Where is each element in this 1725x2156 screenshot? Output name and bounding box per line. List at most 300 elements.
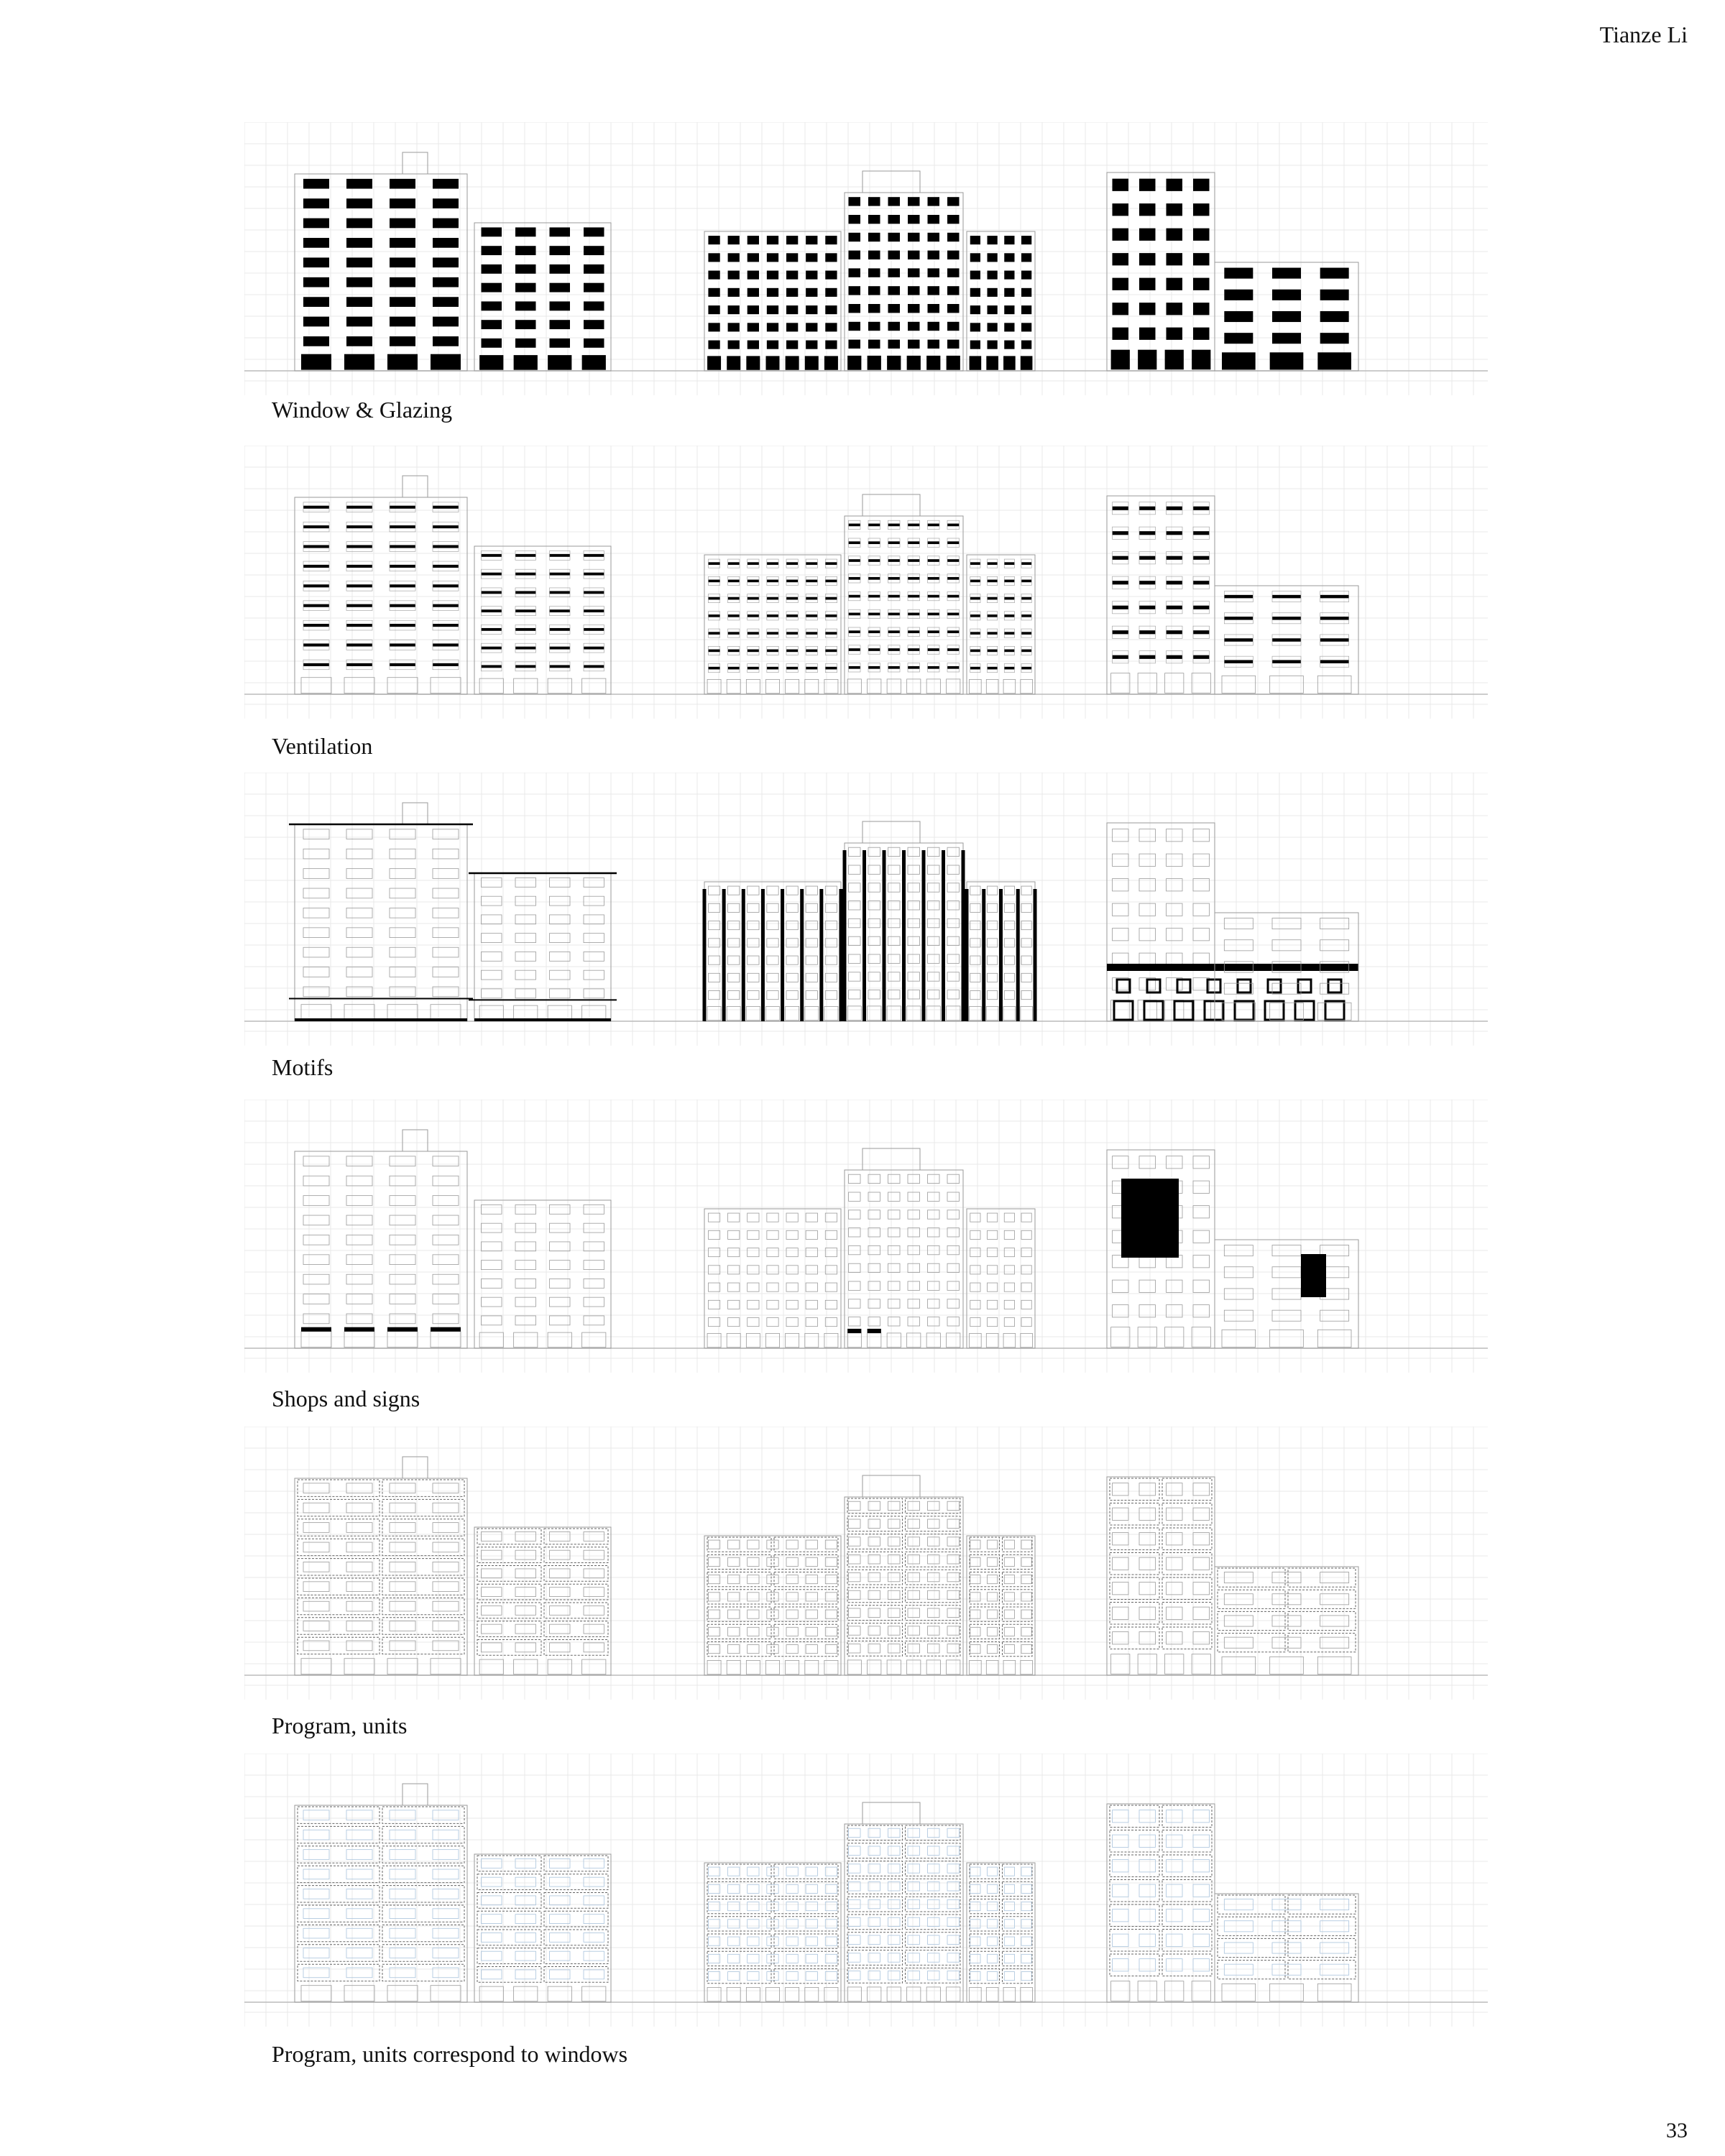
- storefront-bay: [514, 1005, 538, 1021]
- program-unit: [382, 1637, 464, 1654]
- window: [433, 1582, 459, 1592]
- program-unit: [970, 1607, 1000, 1621]
- program-unit: [1162, 1577, 1212, 1600]
- window: [390, 1601, 415, 1611]
- window: [584, 1531, 604, 1541]
- window: [482, 952, 502, 961]
- storefront-bay: [970, 1333, 982, 1347]
- vent-slot: [303, 643, 329, 646]
- program-unit: [382, 1559, 464, 1575]
- storefront-bay: [1317, 352, 1351, 369]
- window: [433, 198, 459, 208]
- window: [584, 1550, 604, 1560]
- window: [1113, 1607, 1129, 1619]
- program-unit: [544, 1584, 608, 1600]
- shop-sign: [868, 1329, 881, 1333]
- program-unit: [847, 1843, 903, 1858]
- vent-slot: [515, 609, 536, 612]
- storefront-bay: [887, 1333, 901, 1348]
- window: [1004, 323, 1014, 331]
- window: [1113, 1280, 1129, 1292]
- storefront-bay: [887, 1660, 901, 1674]
- window: [1139, 903, 1156, 916]
- vent-slot: [1193, 606, 1210, 609]
- window: [849, 1917, 861, 1926]
- window: [1139, 1557, 1156, 1570]
- storefront-bay: [746, 679, 760, 693]
- window: [1004, 271, 1014, 280]
- storefront-bay: [479, 1986, 503, 2001]
- window: [988, 323, 998, 331]
- window: [908, 340, 920, 349]
- vent-slot: [1021, 667, 1031, 670]
- window: [748, 956, 759, 964]
- window: [849, 1644, 861, 1653]
- window: [303, 947, 329, 957]
- window: [786, 1230, 798, 1239]
- facade-outline: [967, 555, 1035, 694]
- window: [1021, 305, 1031, 314]
- program-unit: [382, 1905, 464, 1922]
- window: [748, 903, 759, 912]
- program-unit: [544, 1529, 608, 1544]
- window: [947, 233, 960, 241]
- window: [947, 1971, 960, 1980]
- window: [908, 251, 920, 259]
- window: [303, 908, 329, 918]
- window: [1193, 1909, 1210, 1922]
- window: [346, 908, 372, 918]
- vent-slot: [515, 554, 536, 557]
- window: [482, 877, 502, 887]
- window: [825, 1972, 837, 1981]
- motif-arch: [1205, 1001, 1223, 1020]
- facade-b1: [704, 1863, 841, 2002]
- window: [928, 1864, 940, 1873]
- program-unit: [906, 1879, 961, 1894]
- window: [708, 288, 719, 297]
- window: [947, 1299, 960, 1308]
- facade-a2: [474, 1854, 611, 2002]
- vent-slot: [550, 554, 571, 557]
- window: [550, 1279, 571, 1288]
- program-unit: [847, 1516, 903, 1531]
- facade-outline: [474, 1854, 611, 2002]
- vent-slot: [908, 595, 920, 598]
- window: [1320, 1637, 1349, 1648]
- window: [988, 1557, 998, 1566]
- window: [584, 896, 604, 906]
- window: [947, 1537, 960, 1546]
- window: [888, 1846, 901, 1855]
- window: [806, 886, 817, 895]
- program-unit: [970, 1642, 1000, 1657]
- window: [988, 921, 998, 930]
- vent-slot: [748, 614, 759, 617]
- vent-slot: [303, 604, 329, 607]
- window: [550, 1643, 571, 1652]
- window: [728, 1902, 740, 1911]
- window: [1113, 929, 1129, 941]
- program-unit: [1218, 1634, 1285, 1652]
- window: [786, 1867, 798, 1876]
- storefront-bay: [1222, 1984, 1256, 2001]
- window: [346, 1830, 372, 1840]
- window: [767, 1557, 778, 1566]
- program-unit: [1110, 1904, 1159, 1927]
- vent-slot: [708, 614, 719, 617]
- window: [806, 1575, 817, 1584]
- window: [786, 1627, 798, 1636]
- window: [767, 956, 778, 964]
- window: [825, 1920, 837, 1928]
- vent-slot: [1004, 562, 1014, 565]
- storefront-bay: [786, 1660, 799, 1674]
- window: [849, 954, 861, 963]
- vent-slot: [390, 565, 415, 568]
- window: [767, 1540, 778, 1549]
- storefront-bay: [431, 1005, 461, 1021]
- window: [786, 1972, 798, 1981]
- window: [970, 305, 980, 314]
- window: [988, 1610, 998, 1618]
- window: [1021, 1575, 1031, 1584]
- window: [970, 1954, 980, 1963]
- window: [550, 320, 571, 329]
- window: [515, 952, 536, 961]
- facade-outline: [295, 1478, 467, 1675]
- window: [888, 1608, 901, 1617]
- window: [708, 1593, 719, 1601]
- window: [868, 286, 880, 295]
- storefront-bay: [847, 1333, 861, 1348]
- program-unit: [1110, 1954, 1159, 1976]
- window: [928, 1846, 940, 1855]
- window: [433, 317, 459, 327]
- vent-slot: [1004, 632, 1014, 635]
- window: [728, 271, 740, 280]
- window: [390, 257, 415, 267]
- window: [550, 1915, 571, 1924]
- window: [970, 1213, 980, 1222]
- window: [433, 1909, 459, 1919]
- window: [908, 1935, 920, 1944]
- window: [708, 1972, 719, 1981]
- program-unit: [970, 1537, 1000, 1552]
- window: [928, 1281, 940, 1290]
- window: [988, 1248, 998, 1257]
- window: [806, 271, 817, 280]
- window: [767, 271, 778, 280]
- pilaster: [962, 850, 965, 1021]
- program-unit: [382, 1826, 464, 1843]
- elevation-drawing-ventilation: [244, 446, 1488, 733]
- program-unit: [1218, 1961, 1285, 1979]
- window: [825, 1575, 837, 1584]
- window: [1004, 1902, 1014, 1911]
- window: [728, 1557, 740, 1566]
- window: [584, 1606, 604, 1615]
- vent-slot: [786, 650, 798, 653]
- vent-slot: [1167, 581, 1183, 584]
- facade-b1: [704, 1209, 841, 1348]
- window: [433, 238, 459, 248]
- window: [786, 956, 798, 964]
- storefront-bay: [847, 1660, 861, 1674]
- window: [947, 954, 960, 963]
- window: [433, 1850, 459, 1860]
- window: [888, 1174, 901, 1183]
- window: [1193, 328, 1210, 340]
- window: [970, 1248, 980, 1257]
- window: [806, 1954, 817, 1963]
- window: [550, 877, 571, 887]
- program-unit: [298, 1480, 380, 1496]
- pilaster: [922, 850, 926, 1021]
- window: [908, 286, 920, 295]
- storefront-bay: [1003, 1333, 1016, 1347]
- window: [1167, 854, 1183, 866]
- window: [303, 1176, 329, 1186]
- window: [908, 322, 920, 331]
- window: [1004, 1300, 1014, 1309]
- window: [988, 1954, 998, 1963]
- window: [515, 970, 536, 980]
- program-unit: [906, 1915, 961, 1930]
- window: [303, 1850, 329, 1860]
- storefront-bay: [907, 679, 921, 694]
- window: [748, 1645, 759, 1654]
- window: [1021, 1283, 1031, 1291]
- vent-slot: [888, 648, 901, 651]
- window: [868, 197, 880, 206]
- facade-c1: [1107, 1150, 1215, 1348]
- window: [728, 1318, 740, 1327]
- facade-b3: [967, 1863, 1035, 2002]
- vent-slot: [849, 577, 861, 580]
- window: [708, 1540, 719, 1549]
- window: [346, 947, 372, 957]
- motif-square: [1268, 980, 1281, 992]
- program-unit: [1288, 1961, 1356, 1979]
- window: [748, 1575, 759, 1584]
- window: [584, 283, 604, 292]
- pilaster: [1016, 889, 1020, 1021]
- vent-slot: [1004, 580, 1014, 583]
- window: [767, 991, 778, 1000]
- storefront-bay: [926, 1660, 940, 1674]
- vent-slot: [390, 584, 415, 587]
- window: [1004, 1230, 1014, 1239]
- window: [806, 305, 817, 314]
- window: [1113, 1508, 1129, 1520]
- window: [708, 1954, 719, 1963]
- vent-slot: [928, 613, 940, 616]
- window: [947, 1846, 960, 1855]
- window: [482, 1297, 502, 1307]
- vent-slot: [433, 545, 459, 548]
- window: [1167, 903, 1183, 916]
- storefront-bay: [805, 356, 819, 369]
- window: [1193, 1557, 1210, 1570]
- window: [988, 991, 998, 1000]
- vent-slot: [947, 630, 960, 633]
- window: [928, 304, 940, 313]
- vent-slot: [584, 554, 604, 557]
- window: [988, 1884, 998, 1893]
- window: [786, 1318, 798, 1327]
- window: [584, 1297, 604, 1307]
- window: [928, 954, 940, 963]
- window: [303, 1542, 329, 1552]
- window: [825, 886, 837, 895]
- window: [849, 990, 861, 999]
- window: [584, 1316, 604, 1325]
- window: [806, 921, 817, 930]
- vent-slot: [868, 613, 880, 616]
- window: [806, 1884, 817, 1893]
- vent-slot: [947, 577, 960, 580]
- pilaster: [999, 889, 1003, 1021]
- window: [748, 1884, 759, 1893]
- window: [988, 1540, 998, 1549]
- facade-a2: [474, 1527, 611, 1675]
- motif-square: [1177, 980, 1190, 992]
- storefront-bay: [1021, 1660, 1033, 1674]
- window: [888, 1299, 901, 1308]
- window: [786, 939, 798, 947]
- window: [515, 1550, 536, 1560]
- window: [849, 1519, 861, 1528]
- window: [928, 865, 940, 874]
- window: [1320, 290, 1349, 300]
- vent-slot: [868, 524, 880, 527]
- window: [346, 1255, 372, 1265]
- window: [1167, 953, 1183, 965]
- vent-slot: [346, 506, 372, 509]
- window: [928, 1537, 940, 1546]
- storefront-bay: [1021, 356, 1033, 369]
- window: [767, 1318, 778, 1327]
- window: [584, 989, 604, 998]
- window: [1004, 1645, 1014, 1654]
- program-unit: [1162, 1627, 1212, 1649]
- vent-slot: [515, 573, 536, 576]
- storefront-bay: [887, 1987, 901, 2001]
- window: [748, 1954, 759, 1963]
- window: [1193, 1156, 1210, 1169]
- window: [748, 253, 759, 262]
- window: [988, 341, 998, 349]
- storefront-bay: [479, 678, 503, 694]
- window: [888, 1519, 901, 1528]
- window: [728, 1645, 740, 1654]
- window: [988, 1937, 998, 1945]
- window: [908, 1846, 920, 1855]
- vent-slot: [728, 562, 740, 565]
- window: [806, 956, 817, 964]
- window: [1021, 236, 1031, 244]
- program-unit: [382, 1886, 464, 1902]
- window: [806, 1972, 817, 1981]
- window: [748, 991, 759, 1000]
- window: [728, 921, 740, 930]
- window: [849, 1537, 861, 1546]
- window: [390, 967, 415, 977]
- window: [928, 215, 940, 224]
- vent-slot: [748, 597, 759, 600]
- pilaster: [722, 889, 726, 1021]
- storefront-bay: [514, 1986, 538, 2001]
- facade-a2: [474, 223, 611, 371]
- elevation-row-shops: [0, 1100, 1725, 1423]
- window: [825, 956, 837, 964]
- storefront-bay: [1021, 679, 1033, 693]
- window: [584, 934, 604, 943]
- storefront-bay: [301, 1332, 331, 1348]
- storefront-bay: [479, 1332, 503, 1348]
- vent-slot: [584, 665, 604, 668]
- window: [928, 1174, 940, 1183]
- vent-slot: [988, 667, 998, 670]
- window: [346, 1928, 372, 1938]
- window: [390, 947, 415, 957]
- window: [947, 972, 960, 981]
- vent-slot: [1320, 638, 1349, 642]
- window: [888, 233, 901, 241]
- window: [584, 1896, 604, 1905]
- window: [1193, 179, 1210, 191]
- vent-slot: [482, 647, 502, 650]
- window: [786, 341, 798, 349]
- window: [767, 1954, 778, 1963]
- storefront-bay: [1222, 352, 1256, 369]
- window: [433, 928, 459, 938]
- shop-sign: [301, 1327, 331, 1332]
- window: [482, 915, 502, 924]
- window: [482, 320, 502, 329]
- facade-outline: [1107, 172, 1215, 371]
- window: [346, 1889, 372, 1899]
- window: [908, 1626, 920, 1635]
- window: [433, 1176, 459, 1186]
- program-unit: [298, 1539, 380, 1555]
- window: [748, 1540, 759, 1549]
- vent-slot: [584, 647, 604, 650]
- window: [1004, 1884, 1014, 1893]
- window: [849, 1210, 861, 1219]
- elevation-row-ventilation: [0, 446, 1725, 769]
- window: [908, 304, 920, 313]
- window: [748, 1557, 759, 1566]
- window: [584, 1624, 604, 1634]
- window: [390, 1255, 415, 1265]
- vent-slot: [550, 609, 571, 612]
- window: [908, 1299, 920, 1308]
- window: [346, 1582, 372, 1592]
- vent-slot: [1139, 630, 1156, 634]
- program-unit: [1003, 1917, 1033, 1931]
- window: [1139, 1884, 1156, 1897]
- window: [1193, 253, 1210, 265]
- window: [482, 1242, 502, 1251]
- rooftop-structure: [402, 1784, 428, 1805]
- window: [928, 936, 940, 945]
- storefront-bay: [947, 1006, 960, 1021]
- author-name: Tianze Li: [1599, 22, 1688, 47]
- window: [888, 1317, 901, 1326]
- window: [849, 972, 861, 981]
